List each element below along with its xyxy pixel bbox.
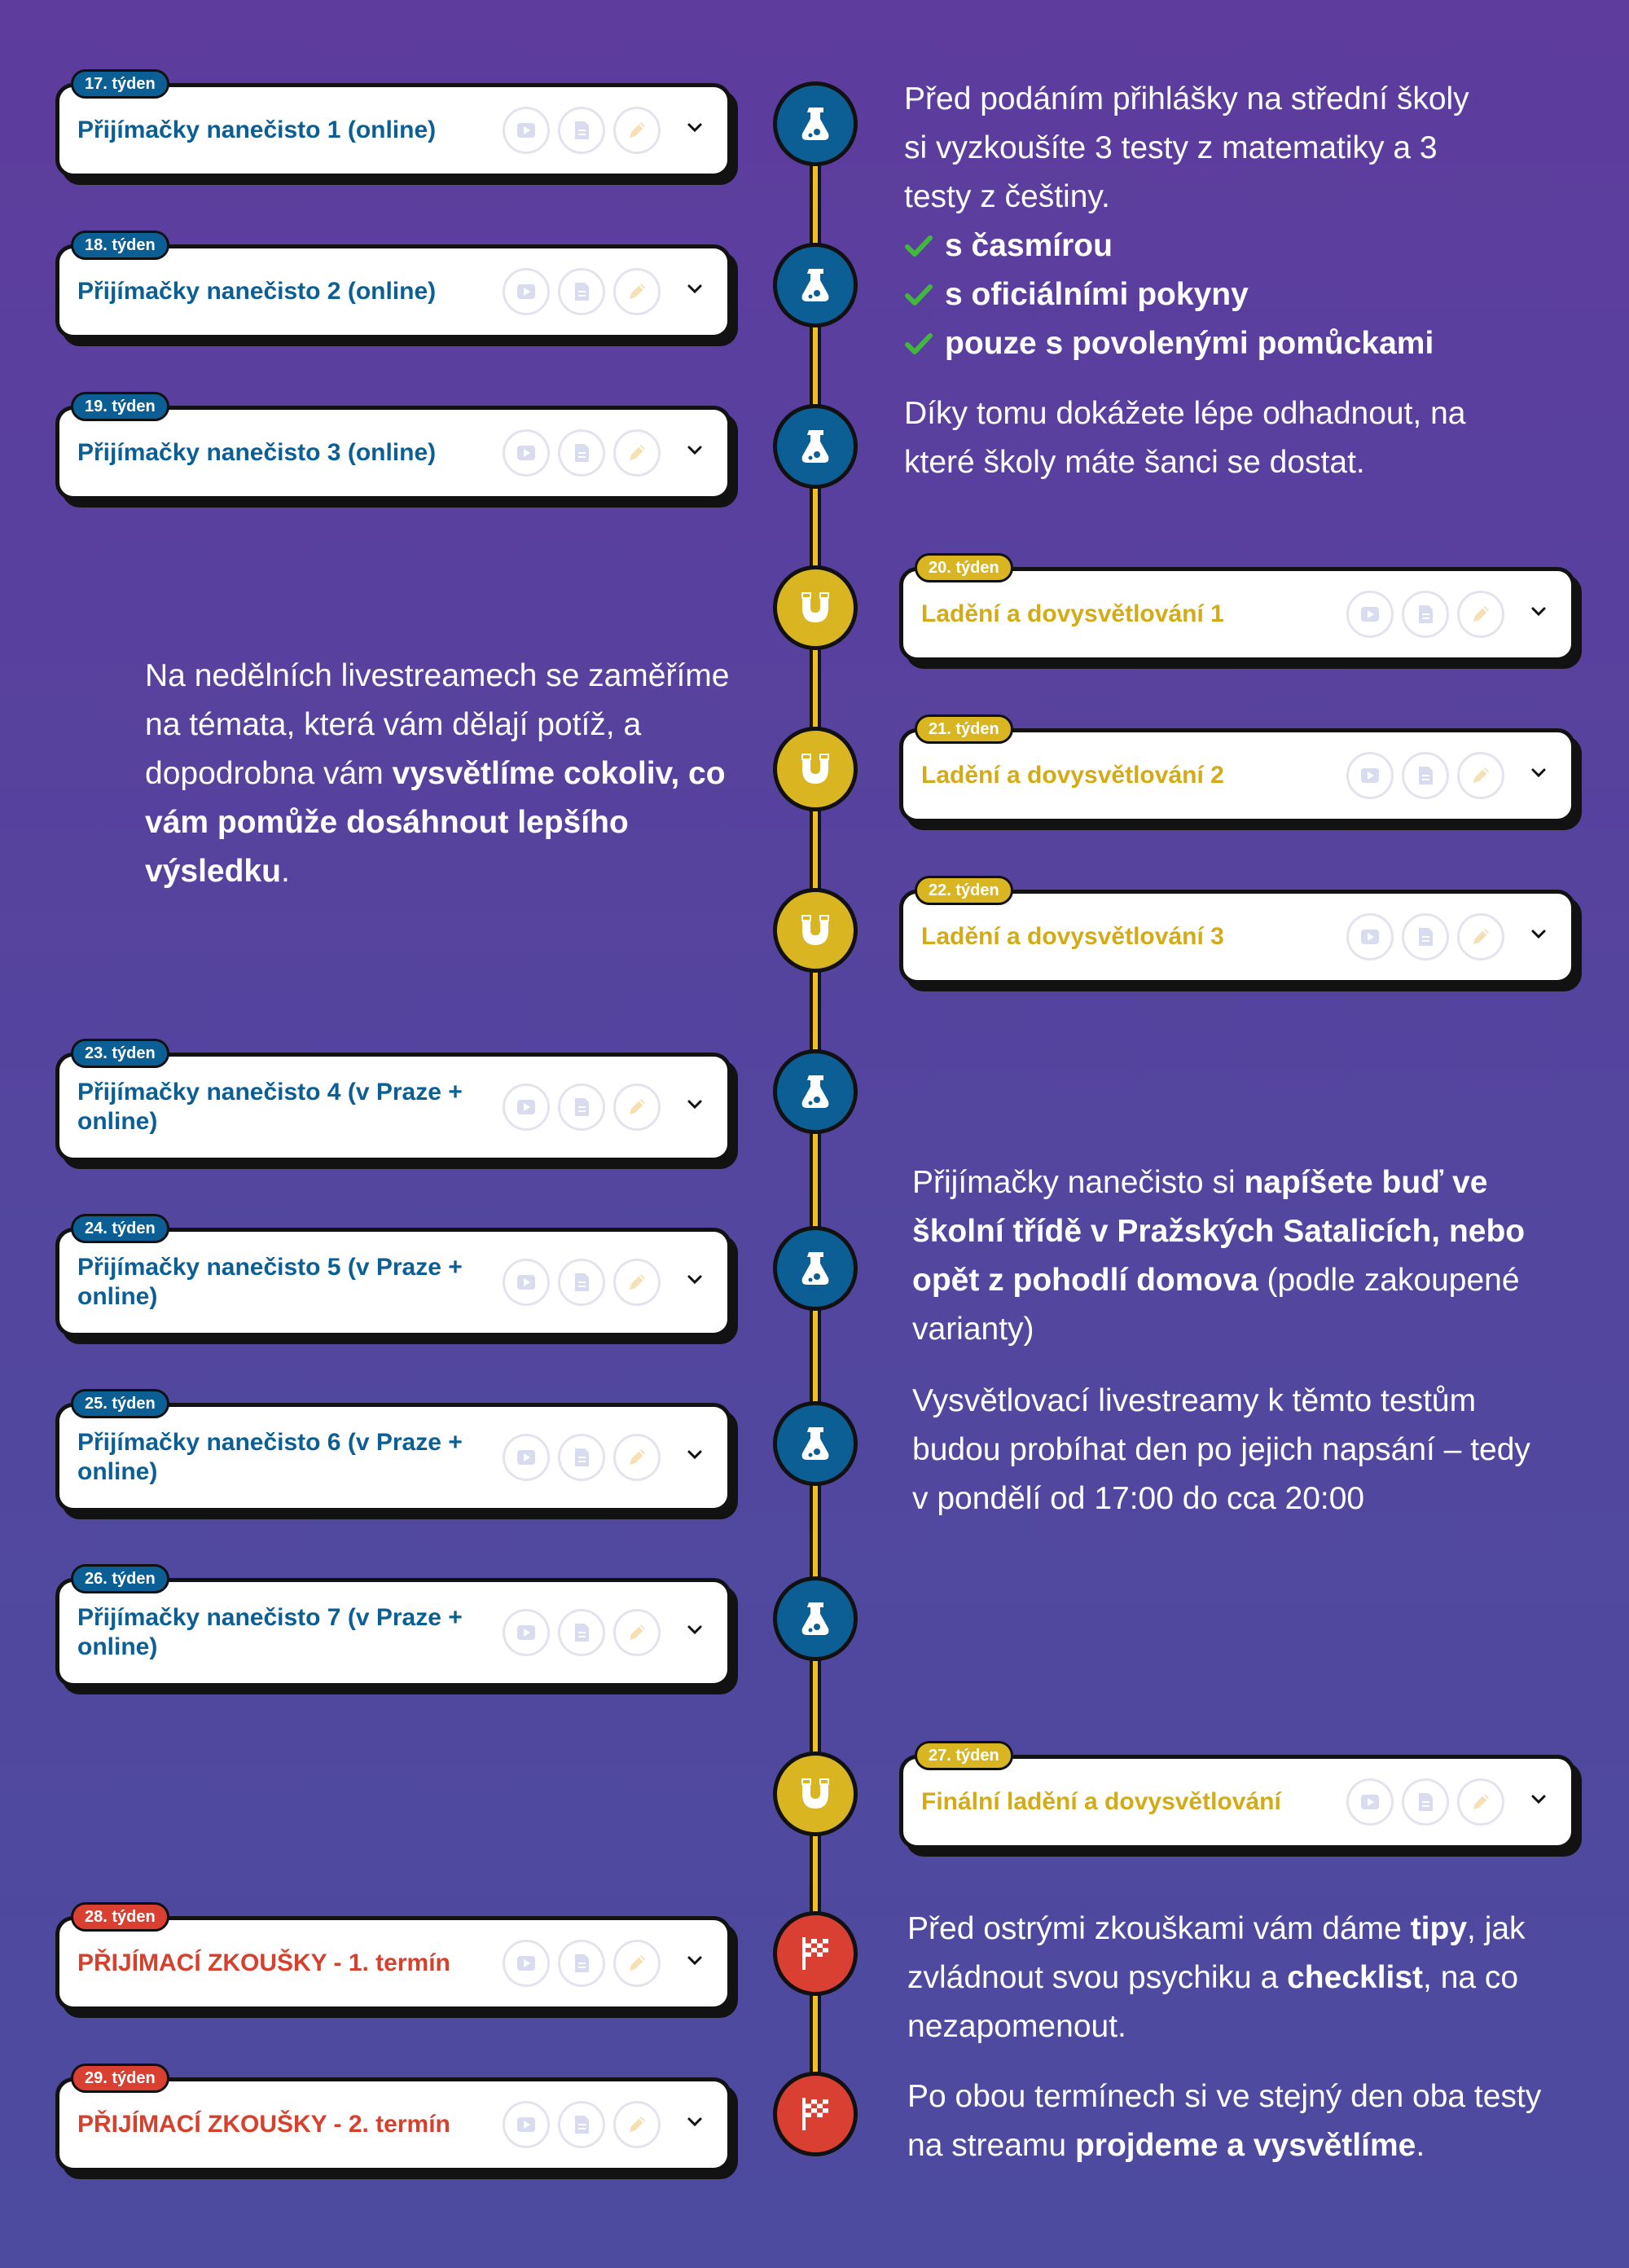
week-card-29[interactable] <box>55 2069 731 2172</box>
chevron-down-icon[interactable] <box>687 1952 703 1968</box>
document-icon[interactable] <box>558 429 605 477</box>
play-icon[interactable] <box>503 2101 550 2148</box>
week-badge: 21. týden <box>915 714 1013 744</box>
chevron-down-icon[interactable] <box>1530 764 1547 780</box>
pencil-icon[interactable] <box>613 268 661 315</box>
chevron-down-icon[interactable] <box>687 1271 703 1287</box>
flask-icon <box>793 101 838 147</box>
magnet-icon <box>793 908 838 953</box>
chevron-down-icon[interactable] <box>687 119 703 135</box>
pencil-icon[interactable] <box>613 107 661 154</box>
pencil-icon[interactable] <box>1457 752 1504 799</box>
week-card-21[interactable] <box>899 720 1575 823</box>
week-card-27[interactable] <box>899 1747 1575 1849</box>
card-title: Přijímačky nanečisto 4 (v Praze + online) <box>77 1079 463 1135</box>
week-card-20[interactable] <box>899 559 1575 662</box>
timeline-node-25 <box>773 1401 858 1486</box>
document-icon[interactable] <box>1402 1778 1449 1826</box>
card-title: Přijímačky nanečisto 6 (v Praze + online) <box>77 1429 463 1485</box>
document-icon[interactable] <box>558 268 605 315</box>
timeline-node-23 <box>773 1049 858 1134</box>
week-card-25[interactable] <box>55 1395 731 1512</box>
play-icon[interactable] <box>503 1609 550 1656</box>
chevron-down-icon[interactable] <box>687 442 703 458</box>
pencil-icon[interactable] <box>613 1083 661 1131</box>
checkmark-icon <box>904 329 933 358</box>
document-icon[interactable] <box>558 107 605 154</box>
chevron-down-icon[interactable] <box>1530 603 1547 619</box>
timeline-node-21 <box>773 727 858 811</box>
pencil-icon[interactable] <box>613 429 661 477</box>
chevron-down-icon[interactable] <box>687 280 703 297</box>
week-card-24[interactable] <box>55 1220 731 1337</box>
card-title: Ladění a dovysvětlování 3 <box>921 923 1224 950</box>
mock-tests-outro: Díky tomu dokážete lépe odhadnout, na které školy máte šanci se dostat. <box>904 396 1466 480</box>
flask-icon <box>793 1246 838 1291</box>
card-title: Přijímačky nanečisto 3 (online) <box>77 439 437 466</box>
week-badge: 24. týden <box>71 1214 169 1243</box>
week-badge: 25. týden <box>71 1389 169 1418</box>
card-title: Ladění a dovysvětlování 2 <box>921 762 1224 789</box>
chevron-down-icon[interactable] <box>687 1096 703 1112</box>
play-icon[interactable] <box>1346 591 1394 638</box>
check-item: s časmírou <box>904 222 1491 270</box>
exam-review-text: Po obou termínech si ve stejný den oba testy na streamu projdeme a vysvětlíme. <box>907 2079 1542 2163</box>
play-icon[interactable] <box>503 1940 550 1987</box>
text-block-mock-tests <box>904 75 1491 487</box>
timeline-node-20 <box>773 565 858 650</box>
magnet-icon <box>793 585 838 631</box>
pencil-icon[interactable] <box>613 1259 661 1306</box>
pencil-icon[interactable] <box>613 1434 661 1481</box>
document-icon[interactable] <box>558 1609 605 1656</box>
magnet-icon <box>793 746 838 792</box>
mock-tests-intro: Před podáním přihlášky na střední školy si vyzkoušíte 3 testy z matematiky a 3 testy z češtiny. <box>904 81 1469 214</box>
location-text: Přijímačky nanečisto si napíšete buď ve školní třídě v Pražských Satalicích, nebo opět z pohodlí domova (podle zakoupené varianty) <box>912 1165 1526 1347</box>
flask-icon <box>793 262 838 308</box>
flask-icon <box>793 1069 838 1114</box>
text-block-livestreams <box>145 652 731 896</box>
play-icon[interactable] <box>503 1083 550 1131</box>
document-icon[interactable] <box>558 2101 605 2148</box>
pencil-icon[interactable] <box>613 1609 661 1656</box>
flask-icon <box>793 424 838 469</box>
document-icon[interactable] <box>558 1083 605 1131</box>
chevron-down-icon[interactable] <box>687 1446 703 1462</box>
week-badge: 18. týden <box>71 231 169 260</box>
text-block-exams <box>907 1905 1575 2170</box>
chevron-down-icon[interactable] <box>1530 925 1547 942</box>
card-title: Ladění a dovysvětlování 1 <box>921 600 1224 627</box>
week-badge: 29. týden <box>71 2064 169 2093</box>
week-badge: 27. týden <box>915 1741 1013 1770</box>
chevron-down-icon[interactable] <box>1530 1791 1547 1807</box>
document-icon[interactable] <box>558 1259 605 1306</box>
timeline-node-18 <box>773 243 858 327</box>
week-badge: 22. týden <box>915 876 1013 905</box>
flask-icon <box>793 1421 838 1466</box>
week-card-22[interactable] <box>899 881 1575 984</box>
play-icon[interactable] <box>503 268 550 315</box>
document-icon[interactable] <box>1402 591 1449 638</box>
play-icon[interactable] <box>503 107 550 154</box>
week-badge: 19. týden <box>71 392 169 421</box>
checkmark-icon <box>904 280 933 310</box>
check-item: pouze s povolenými pomůckami <box>904 319 1491 368</box>
chevron-down-icon[interactable] <box>687 2113 703 2130</box>
pencil-icon[interactable] <box>1457 1778 1504 1826</box>
timeline-node-22 <box>773 888 858 973</box>
pencil-icon[interactable] <box>1457 913 1504 960</box>
checkered-flag-icon <box>793 2091 838 2137</box>
check-item: s oficiálními pokyny <box>904 270 1491 319</box>
pencil-icon[interactable] <box>613 1940 661 1987</box>
timeline-node-17 <box>773 81 858 166</box>
play-icon[interactable] <box>1346 913 1394 960</box>
chevron-down-icon[interactable] <box>687 1621 703 1637</box>
play-icon[interactable] <box>1346 1778 1394 1826</box>
document-icon[interactable] <box>558 1940 605 1987</box>
play-icon[interactable] <box>503 1434 550 1481</box>
pencil-icon[interactable] <box>1457 591 1504 638</box>
card-title: Přijímačky nanečisto 2 (online) <box>77 278 437 305</box>
week-badge: 17. týden <box>71 69 169 99</box>
timeline-node-26 <box>773 1576 858 1661</box>
checkmark-icon <box>904 231 933 261</box>
text-block-location <box>912 1158 1539 1523</box>
card-title: PŘIJÍMACÍ ZKOUŠKY - 2. termín <box>77 2111 450 2138</box>
checkered-flag-icon <box>793 1931 838 1976</box>
week-badge: 20. týden <box>915 553 1013 582</box>
week-card-17[interactable] <box>55 75 731 178</box>
timeline-node-29 <box>773 2072 858 2156</box>
magnet-icon <box>793 1771 838 1817</box>
week-badge: 26. týden <box>71 1564 169 1593</box>
document-icon[interactable] <box>1402 913 1449 960</box>
week-card-19[interactable] <box>55 398 731 500</box>
timeline-node-24 <box>773 1226 858 1311</box>
play-icon[interactable] <box>503 429 550 477</box>
play-icon[interactable] <box>1346 752 1394 799</box>
week-card-18[interactable] <box>55 236 731 339</box>
card-title: PŘIJÍMACÍ ZKOUŠKY - 1. termín <box>77 1949 450 1976</box>
card-title: Finální ladění a dovysvětlování <box>921 1788 1281 1815</box>
card-title: Přijímačky nanečisto 5 (v Praze + online) <box>77 1254 463 1310</box>
week-badge: 23. týden <box>71 1039 169 1068</box>
exam-tips-text: Před ostrými zkouškami vám dáme tipy, jak zvládnout svou psychiku a checklist, na co nezapomenout. <box>907 1911 1526 2044</box>
document-icon[interactable] <box>1402 752 1449 799</box>
timeline-node-27 <box>773 1752 858 1836</box>
document-icon[interactable] <box>558 1434 605 1481</box>
week-card-28[interactable] <box>55 1908 731 2011</box>
week-card-23[interactable] <box>55 1044 731 1162</box>
card-title: Přijímačky nanečisto 1 (online) <box>77 116 437 143</box>
flask-icon <box>793 1596 838 1642</box>
livestreams-text: Na nedělních livestreamech se zaměříme na témata, která vám dělají potíž, a dopodrobna vám vysvětlíme cokoliv, co vám pomůže dosáhnout lepšího výsledku. <box>145 658 730 889</box>
timeline-node-19 <box>773 404 858 489</box>
pencil-icon[interactable] <box>613 2101 661 2148</box>
explanation-streams-text: Vysvětlovací livestreamy k těmto testům budou probíhat den po jejich napsání – tedy v pondělí od 17:00 do cca 20:00 <box>912 1383 1530 1516</box>
week-badge: 28. týden <box>71 1902 169 1932</box>
play-icon[interactable] <box>503 1259 550 1306</box>
timeline-node-28 <box>773 1911 858 1996</box>
week-card-26[interactable] <box>55 1570 731 1687</box>
card-title: Přijímačky nanečisto 7 (v Praze + online) <box>77 1604 463 1660</box>
